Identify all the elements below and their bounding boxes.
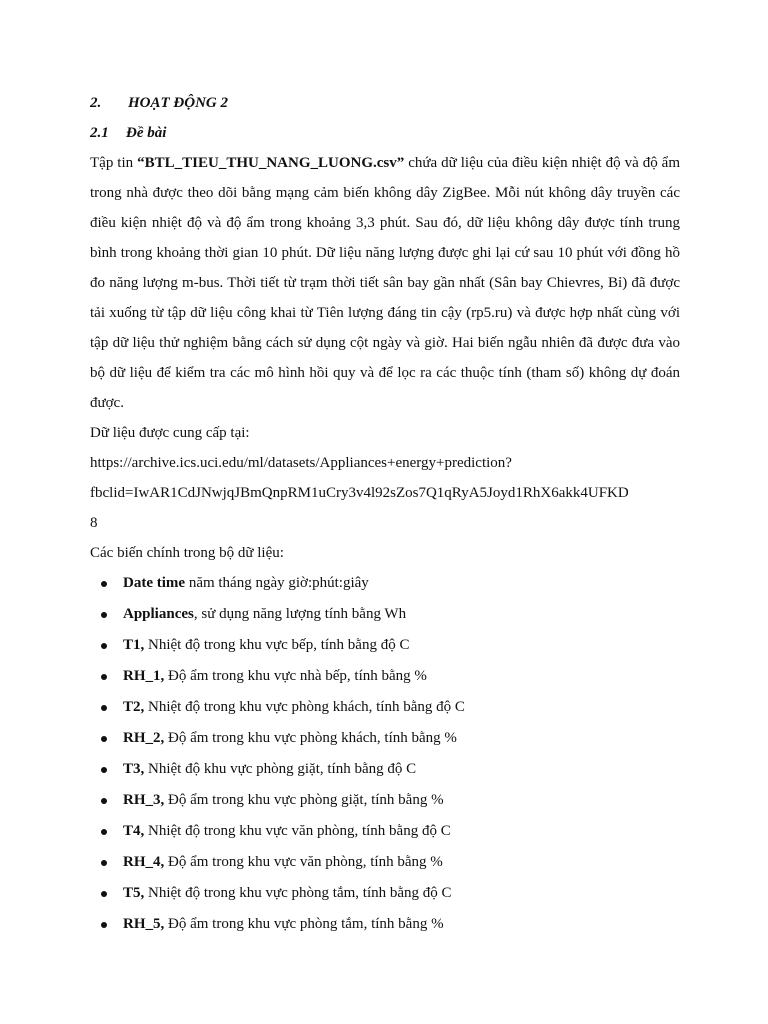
variable-name: T5, [123,885,145,901]
variable-name: T4, [123,823,145,839]
variable-desc: Độ ẩm trong khu vực văn phòng, tính bằng % [164,854,443,870]
bullet-icon [101,674,107,680]
bullet-icon [101,922,107,928]
list-item [90,599,680,630]
list-item [90,847,680,878]
list-item [90,692,680,723]
variable-name: T1, [123,637,145,653]
list-item [90,661,680,692]
variable-name: RH_4, [123,854,165,870]
bullet-icon [101,643,107,649]
variable-desc: Nhiệt độ trong khu vực phòng khách, tính bằng độ C [144,699,465,715]
section-number: 2. [90,95,102,111]
subsection-heading [90,118,680,148]
variable-name: T2, [123,699,145,715]
bullet-icon [101,767,107,773]
variable-name: RH_5, [123,916,165,932]
bullet-icon [101,798,107,804]
list-item [90,909,680,940]
variable-name: RH_3, [123,792,165,808]
section-title: HOẠT ĐỘNG 2 [128,95,228,111]
variable-desc: Độ ẩm trong khu vực nhà bếp, tính bằng % [164,668,427,684]
list-item [90,785,680,816]
list-item [90,754,680,785]
bullet-icon [101,612,107,618]
variable-desc: Nhiệt độ khu vực phòng giặt, tính bằng độ C [144,761,417,777]
variable-name: Appliances [123,606,194,622]
bullet-icon [101,705,107,711]
variable-desc: Nhiệt độ trong khu vực bếp, tính bằng độ C [144,637,410,653]
list-item [90,630,680,661]
variable-desc: Độ ẩm trong khu vực phòng tắm, tính bằng % [164,916,444,932]
list-item [90,878,680,909]
section-heading [90,88,680,118]
subsection-title: Đề bài [126,125,167,141]
list-item [90,723,680,754]
bullet-icon [101,860,107,866]
variables-label: Các biến chính trong bộ dữ liệu: [90,545,284,561]
variable-desc: Độ ẩm trong khu vực phòng khách, tính bằng % [164,730,457,746]
intro-prefix: Tập tin [90,155,138,171]
intro-filename: “BTL_TIEU_THU_NANG_LUONG.csv” [137,155,405,171]
source-url-line-2[interactable]: fbclid=IwAR1CdJNwjqJBmQnpRM1uCry3v4l92sZos7Q1qRyA5Joyd1RhX6akk4UFKD [90,485,629,501]
list-item [90,568,680,599]
variable-name: RH_2, [123,730,165,746]
intro-paragraph [90,148,680,418]
intro-body: chứa dữ liệu của điều kiện nhiệt độ và độ ẩm trong nhà được theo dõi bằng mạng cảm biến không dây ZigBee. Mỗi nút không dây truyền các điều kiện nhiệt độ và độ ẩm trong khoảng 3,3 phút. Sau đó, dữ liệu không dây được tính trung bình trong khoảng thời gian 10 phút. Dữ liệu năng lượng được ghi lại cứ sau 10 phút với đồng hồ đo năng lượng m-bus. Thời tiết từ trạm thời tiết sân bay gần nhất (Sân bay Chievres, Bỉ) đã được tải xuống từ tập dữ liệu công khai từ Tiên lượng đáng tin cậy (rp5.ru) và được hợp nhất cùng với tập dữ liệu thử nghiệm bằng cách sử dụng cột ngày và giờ. Hai biến ngẫu nhiên đã được đưa vào bộ dữ liệu để kiểm tra các mô hình hồi quy và để lọc ra các thuộc tính (tham số) không dự đoán được. [90,155,681,411]
bullet-icon [101,829,107,835]
list-item [90,816,680,847]
variable-desc: năm tháng ngày giờ:phút:giây [185,575,369,591]
variable-desc: Nhiệt độ trong khu vực văn phòng, tính bằng độ C [144,823,451,839]
variable-name: T3, [123,761,145,777]
subsection-number: 2.1 [90,125,109,141]
variable-desc: , sử dụng năng lượng tính bằng Wh [193,606,407,622]
source-label: Dữ liệu được cung cấp tại: [90,425,250,441]
variable-desc: Độ ẩm trong khu vực phòng giặt, tính bằng % [164,792,444,808]
variables-list [90,568,680,940]
variable-name: Date time [123,575,186,591]
variable-name: RH_1, [123,668,165,684]
variable-desc: Nhiệt độ trong khu vực phòng tắm, tính bằng độ C [144,885,452,901]
bullet-icon [101,891,107,897]
bullet-icon [101,736,107,742]
bullet-icon [101,581,107,587]
source-url-line-3[interactable]: 8 [90,515,98,531]
source-url-line-1[interactable]: https://archive.ics.uci.edu/ml/datasets/Appliances+energy+prediction? [90,455,512,471]
